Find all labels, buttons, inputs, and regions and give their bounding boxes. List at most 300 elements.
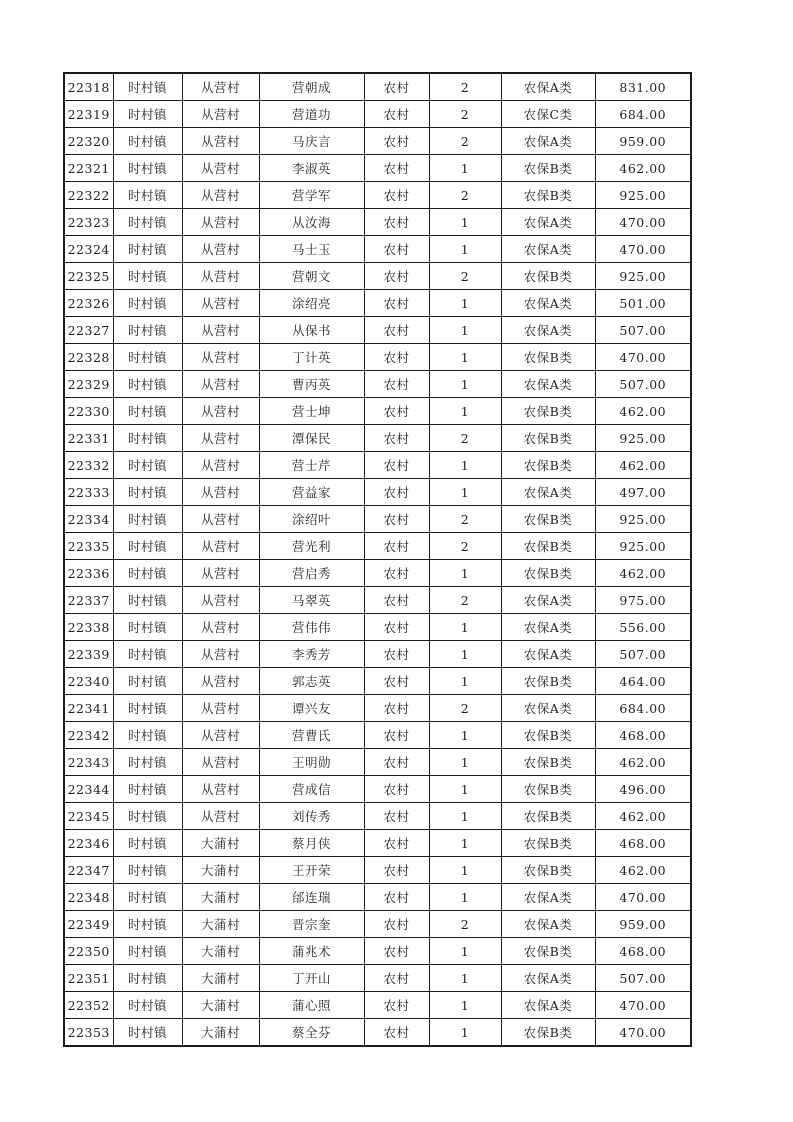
cell-person-count: 2 [429,128,501,155]
cell-person-name: 营士芹 [259,452,364,479]
cell-village: 大蒲村 [182,911,259,938]
cell-household-category: 农村 [364,776,429,803]
cell-person-name: 从汝海 [259,209,364,236]
cell-record-id: 22346 [64,830,113,857]
cell-person-count: 1 [429,803,501,830]
cell-village: 从营村 [182,155,259,182]
cell-person-name: 丁开山 [259,965,364,992]
cell-household-category: 农村 [364,452,429,479]
cell-amount: 925.00 [595,182,691,209]
cell-insurance-type: 农保B类 [501,344,595,371]
cell-record-id: 22324 [64,236,113,263]
cell-person-count: 1 [429,371,501,398]
benefit-roster-table [63,72,692,1047]
cell-record-id: 22348 [64,884,113,911]
cell-person-name: 蒲兆术 [259,938,364,965]
table-row [64,344,691,371]
cell-insurance-type: 农保A类 [501,317,595,344]
cell-amount: 975.00 [595,587,691,614]
cell-town: 时村镇 [113,1019,182,1047]
cell-person-count: 1 [429,1019,501,1047]
table-row [64,722,691,749]
cell-record-id: 22344 [64,776,113,803]
cell-insurance-type: 农保A类 [501,911,595,938]
cell-household-category: 农村 [364,1019,429,1047]
cell-amount: 470.00 [595,236,691,263]
cell-person-name: 营士坤 [259,398,364,425]
cell-person-count: 2 [429,506,501,533]
cell-town: 时村镇 [113,73,182,101]
cell-household-category: 农村 [364,668,429,695]
cell-town: 时村镇 [113,398,182,425]
cell-insurance-type: 农保A类 [501,371,595,398]
cell-village: 大蒲村 [182,992,259,1019]
cell-insurance-type: 农保B类 [501,938,595,965]
cell-household-category: 农村 [364,911,429,938]
cell-household-category: 农村 [364,641,429,668]
cell-town: 时村镇 [113,506,182,533]
cell-town: 时村镇 [113,803,182,830]
cell-amount: 462.00 [595,857,691,884]
cell-household-category: 农村 [364,992,429,1019]
cell-person-name: 刘传秀 [259,803,364,830]
cell-person-name: 营朝文 [259,263,364,290]
cell-town: 时村镇 [113,884,182,911]
cell-village: 从营村 [182,722,259,749]
cell-village: 从营村 [182,425,259,452]
cell-record-id: 22320 [64,128,113,155]
cell-town: 时村镇 [113,830,182,857]
cell-village: 大蒲村 [182,1019,259,1047]
cell-village: 从营村 [182,398,259,425]
cell-insurance-type: 农保B类 [501,533,595,560]
cell-person-name: 王明勋 [259,749,364,776]
table-row [64,128,691,155]
cell-person-count: 2 [429,587,501,614]
cell-insurance-type: 农保A类 [501,479,595,506]
cell-person-name: 从保书 [259,317,364,344]
table-row [64,290,691,317]
cell-insurance-type: 农保B类 [501,425,595,452]
table-row [64,992,691,1019]
cell-town: 时村镇 [113,668,182,695]
cell-household-category: 农村 [364,560,429,587]
cell-person-count: 1 [429,749,501,776]
cell-town: 时村镇 [113,749,182,776]
cell-household-category: 农村 [364,290,429,317]
cell-insurance-type: 农保B类 [501,506,595,533]
cell-person-count: 2 [429,73,501,101]
cell-person-count: 1 [429,857,501,884]
cell-amount: 462.00 [595,155,691,182]
cell-amount: 470.00 [595,1019,691,1047]
cell-record-id: 22339 [64,641,113,668]
cell-town: 时村镇 [113,614,182,641]
cell-village: 从营村 [182,533,259,560]
cell-amount: 507.00 [595,641,691,668]
cell-amount: 684.00 [595,695,691,722]
cell-record-id: 22338 [64,614,113,641]
cell-town: 时村镇 [113,722,182,749]
cell-amount: 556.00 [595,614,691,641]
cell-record-id: 22334 [64,506,113,533]
cell-insurance-type: 农保B类 [501,722,595,749]
cell-amount: 507.00 [595,371,691,398]
cell-village: 从营村 [182,452,259,479]
cell-village: 从营村 [182,209,259,236]
cell-town: 时村镇 [113,911,182,938]
cell-insurance-type: 农保B类 [501,452,595,479]
table-row [64,938,691,965]
cell-record-id: 22327 [64,317,113,344]
cell-village: 从营村 [182,182,259,209]
cell-amount: 507.00 [595,965,691,992]
cell-person-count: 1 [429,317,501,344]
cell-record-id: 22336 [64,560,113,587]
cell-insurance-type: 农保A类 [501,992,595,1019]
cell-person-name: 营益家 [259,479,364,506]
cell-amount: 925.00 [595,425,691,452]
table-row [64,182,691,209]
table-row [64,695,691,722]
cell-household-category: 农村 [364,857,429,884]
cell-person-count: 1 [429,560,501,587]
cell-amount: 496.00 [595,776,691,803]
cell-town: 时村镇 [113,965,182,992]
cell-person-name: 蔡全芬 [259,1019,364,1047]
cell-person-name: 营启秀 [259,560,364,587]
cell-household-category: 农村 [364,155,429,182]
cell-village: 从营村 [182,371,259,398]
table-row [64,1019,691,1047]
cell-household-category: 农村 [364,182,429,209]
cell-insurance-type: 农保B类 [501,830,595,857]
cell-person-count: 2 [429,182,501,209]
cell-village: 从营村 [182,290,259,317]
cell-record-id: 22350 [64,938,113,965]
cell-amount: 684.00 [595,101,691,128]
cell-village: 大蒲村 [182,938,259,965]
table-row [64,236,691,263]
cell-household-category: 农村 [364,587,429,614]
cell-town: 时村镇 [113,344,182,371]
cell-person-name: 营曹氏 [259,722,364,749]
cell-insurance-type: 农保B类 [501,776,595,803]
cell-insurance-type: 农保A类 [501,965,595,992]
cell-record-id: 22335 [64,533,113,560]
cell-person-name: 营朝成 [259,73,364,101]
cell-record-id: 22343 [64,749,113,776]
cell-household-category: 农村 [364,830,429,857]
cell-person-count: 2 [429,533,501,560]
table-row [64,641,691,668]
cell-amount: 462.00 [595,803,691,830]
cell-amount: 959.00 [595,911,691,938]
cell-town: 时村镇 [113,290,182,317]
cell-insurance-type: 农保B类 [501,803,595,830]
cell-record-id: 22333 [64,479,113,506]
cell-town: 时村镇 [113,533,182,560]
table-row [64,155,691,182]
cell-amount: 464.00 [595,668,691,695]
cell-household-category: 农村 [364,101,429,128]
cell-insurance-type: 农保A类 [501,209,595,236]
cell-amount: 470.00 [595,884,691,911]
table-row [64,209,691,236]
cell-record-id: 22347 [64,857,113,884]
cell-person-count: 1 [429,992,501,1019]
cell-person-name: 涂绍亮 [259,290,364,317]
cell-insurance-type: 农保B类 [501,560,595,587]
cell-record-id: 22341 [64,695,113,722]
cell-town: 时村镇 [113,992,182,1019]
cell-person-name: 营道功 [259,101,364,128]
cell-household-category: 农村 [364,695,429,722]
cell-insurance-type: 农保B类 [501,668,595,695]
cell-person-count: 1 [429,668,501,695]
cell-person-count: 2 [429,263,501,290]
cell-person-name: 营学军 [259,182,364,209]
cell-village: 大蒲村 [182,857,259,884]
cell-village: 从营村 [182,101,259,128]
cell-town: 时村镇 [113,452,182,479]
cell-town: 时村镇 [113,263,182,290]
cell-insurance-type: 农保C类 [501,101,595,128]
cell-insurance-type: 农保A类 [501,73,595,101]
cell-person-count: 1 [429,452,501,479]
cell-person-count: 1 [429,398,501,425]
cell-person-name: 蔡月侠 [259,830,364,857]
cell-amount: 470.00 [595,992,691,1019]
cell-person-count: 1 [429,209,501,236]
cell-town: 时村镇 [113,155,182,182]
cell-record-id: 22321 [64,155,113,182]
cell-insurance-type: 农保A类 [501,641,595,668]
cell-village: 从营村 [182,641,259,668]
cell-amount: 925.00 [595,533,691,560]
table-row [64,479,691,506]
table-row [64,452,691,479]
cell-insurance-type: 农保B类 [501,749,595,776]
cell-person-name: 马士玉 [259,236,364,263]
cell-person-count: 1 [429,776,501,803]
cell-person-name: 潭保民 [259,425,364,452]
cell-person-name: 丁计英 [259,344,364,371]
cell-village: 从营村 [182,73,259,101]
table-row [64,101,691,128]
cell-insurance-type: 农保B类 [501,398,595,425]
cell-amount: 507.00 [595,317,691,344]
cell-insurance-type: 农保A类 [501,695,595,722]
cell-amount: 470.00 [595,344,691,371]
cell-person-name: 马庆言 [259,128,364,155]
cell-insurance-type: 农保B类 [501,182,595,209]
cell-town: 时村镇 [113,101,182,128]
cell-person-count: 1 [429,938,501,965]
cell-village: 从营村 [182,479,259,506]
table-row [64,398,691,425]
cell-person-name: 邰连瑞 [259,884,364,911]
cell-person-count: 1 [429,479,501,506]
cell-insurance-type: 农保A类 [501,614,595,641]
table-row [64,911,691,938]
cell-person-name: 营伟伟 [259,614,364,641]
cell-person-name: 营光利 [259,533,364,560]
cell-record-id: 22352 [64,992,113,1019]
cell-record-id: 22351 [64,965,113,992]
cell-amount: 468.00 [595,830,691,857]
cell-person-name: 郭志英 [259,668,364,695]
cell-record-id: 22337 [64,587,113,614]
cell-amount: 925.00 [595,506,691,533]
cell-town: 时村镇 [113,938,182,965]
cell-household-category: 农村 [364,344,429,371]
table-row [64,668,691,695]
cell-person-name: 曹丙英 [259,371,364,398]
cell-village: 从营村 [182,776,259,803]
cell-town: 时村镇 [113,857,182,884]
table-row [64,776,691,803]
table-row [64,533,691,560]
cell-insurance-type: 农保B类 [501,857,595,884]
cell-person-count: 1 [429,290,501,317]
cell-village: 从营村 [182,506,259,533]
cell-person-count: 2 [429,911,501,938]
cell-amount: 462.00 [595,560,691,587]
cell-record-id: 22319 [64,101,113,128]
table-row [64,425,691,452]
cell-insurance-type: 农保B类 [501,155,595,182]
cell-record-id: 22353 [64,1019,113,1047]
cell-town: 时村镇 [113,479,182,506]
cell-village: 大蒲村 [182,965,259,992]
cell-insurance-type: 农保B类 [501,263,595,290]
cell-village: 大蒲村 [182,884,259,911]
cell-household-category: 农村 [364,803,429,830]
cell-town: 时村镇 [113,317,182,344]
cell-household-category: 农村 [364,749,429,776]
cell-amount: 831.00 [595,73,691,101]
cell-record-id: 22326 [64,290,113,317]
cell-person-count: 1 [429,884,501,911]
cell-town: 时村镇 [113,209,182,236]
cell-village: 从营村 [182,128,259,155]
cell-amount: 501.00 [595,290,691,317]
cell-record-id: 22332 [64,452,113,479]
cell-village: 从营村 [182,317,259,344]
cell-household-category: 农村 [364,506,429,533]
cell-record-id: 22323 [64,209,113,236]
cell-household-category: 农村 [364,398,429,425]
table-row [64,73,691,101]
cell-record-id: 22322 [64,182,113,209]
table-row [64,803,691,830]
cell-record-id: 22340 [64,668,113,695]
cell-town: 时村镇 [113,641,182,668]
cell-household-category: 农村 [364,209,429,236]
cell-person-count: 1 [429,344,501,371]
cell-household-category: 农村 [364,317,429,344]
cell-household-category: 农村 [364,938,429,965]
cell-household-category: 农村 [364,614,429,641]
cell-household-category: 农村 [364,884,429,911]
cell-village: 从营村 [182,263,259,290]
cell-village: 从营村 [182,749,259,776]
cell-household-category: 农村 [364,533,429,560]
cell-record-id: 22328 [64,344,113,371]
cell-insurance-type: 农保A类 [501,236,595,263]
cell-amount: 959.00 [595,128,691,155]
cell-record-id: 22325 [64,263,113,290]
table-row [64,884,691,911]
cell-amount: 462.00 [595,749,691,776]
cell-household-category: 农村 [364,263,429,290]
cell-household-category: 农村 [364,371,429,398]
cell-amount: 925.00 [595,263,691,290]
cell-person-count: 1 [429,830,501,857]
cell-town: 时村镇 [113,182,182,209]
cell-record-id: 22349 [64,911,113,938]
cell-record-id: 22331 [64,425,113,452]
cell-person-count: 2 [429,695,501,722]
cell-town: 时村镇 [113,371,182,398]
cell-person-count: 2 [429,101,501,128]
cell-village: 从营村 [182,344,259,371]
cell-insurance-type: 农保A类 [501,884,595,911]
cell-person-count: 1 [429,236,501,263]
cell-amount: 462.00 [595,452,691,479]
cell-village: 从营村 [182,560,259,587]
cell-person-count: 1 [429,155,501,182]
cell-household-category: 农村 [364,128,429,155]
cell-person-name: 李淑英 [259,155,364,182]
cell-village: 从营村 [182,695,259,722]
cell-town: 时村镇 [113,425,182,452]
cell-person-name: 涂绍叶 [259,506,364,533]
cell-insurance-type: 农保B类 [501,1019,595,1047]
cell-amount: 468.00 [595,938,691,965]
cell-insurance-type: 农保A类 [501,587,595,614]
cell-household-category: 农村 [364,722,429,749]
cell-village: 从营村 [182,614,259,641]
cell-village: 从营村 [182,803,259,830]
cell-person-name: 晋宗奎 [259,911,364,938]
cell-town: 时村镇 [113,560,182,587]
cell-person-count: 2 [429,425,501,452]
cell-town: 时村镇 [113,128,182,155]
table-row [64,965,691,992]
cell-record-id: 22330 [64,398,113,425]
cell-amount: 470.00 [595,209,691,236]
cell-person-name: 李秀芳 [259,641,364,668]
cell-amount: 497.00 [595,479,691,506]
cell-amount: 462.00 [595,398,691,425]
cell-household-category: 农村 [364,236,429,263]
cell-insurance-type: 农保A类 [501,290,595,317]
table-row [64,614,691,641]
cell-person-count: 1 [429,965,501,992]
cell-town: 时村镇 [113,587,182,614]
table-row [64,830,691,857]
cell-village: 从营村 [182,668,259,695]
cell-person-count: 1 [429,722,501,749]
cell-person-count: 1 [429,614,501,641]
table-row [64,857,691,884]
cell-amount: 468.00 [595,722,691,749]
roster-rows [64,73,691,1046]
cell-record-id: 22329 [64,371,113,398]
cell-household-category: 农村 [364,965,429,992]
